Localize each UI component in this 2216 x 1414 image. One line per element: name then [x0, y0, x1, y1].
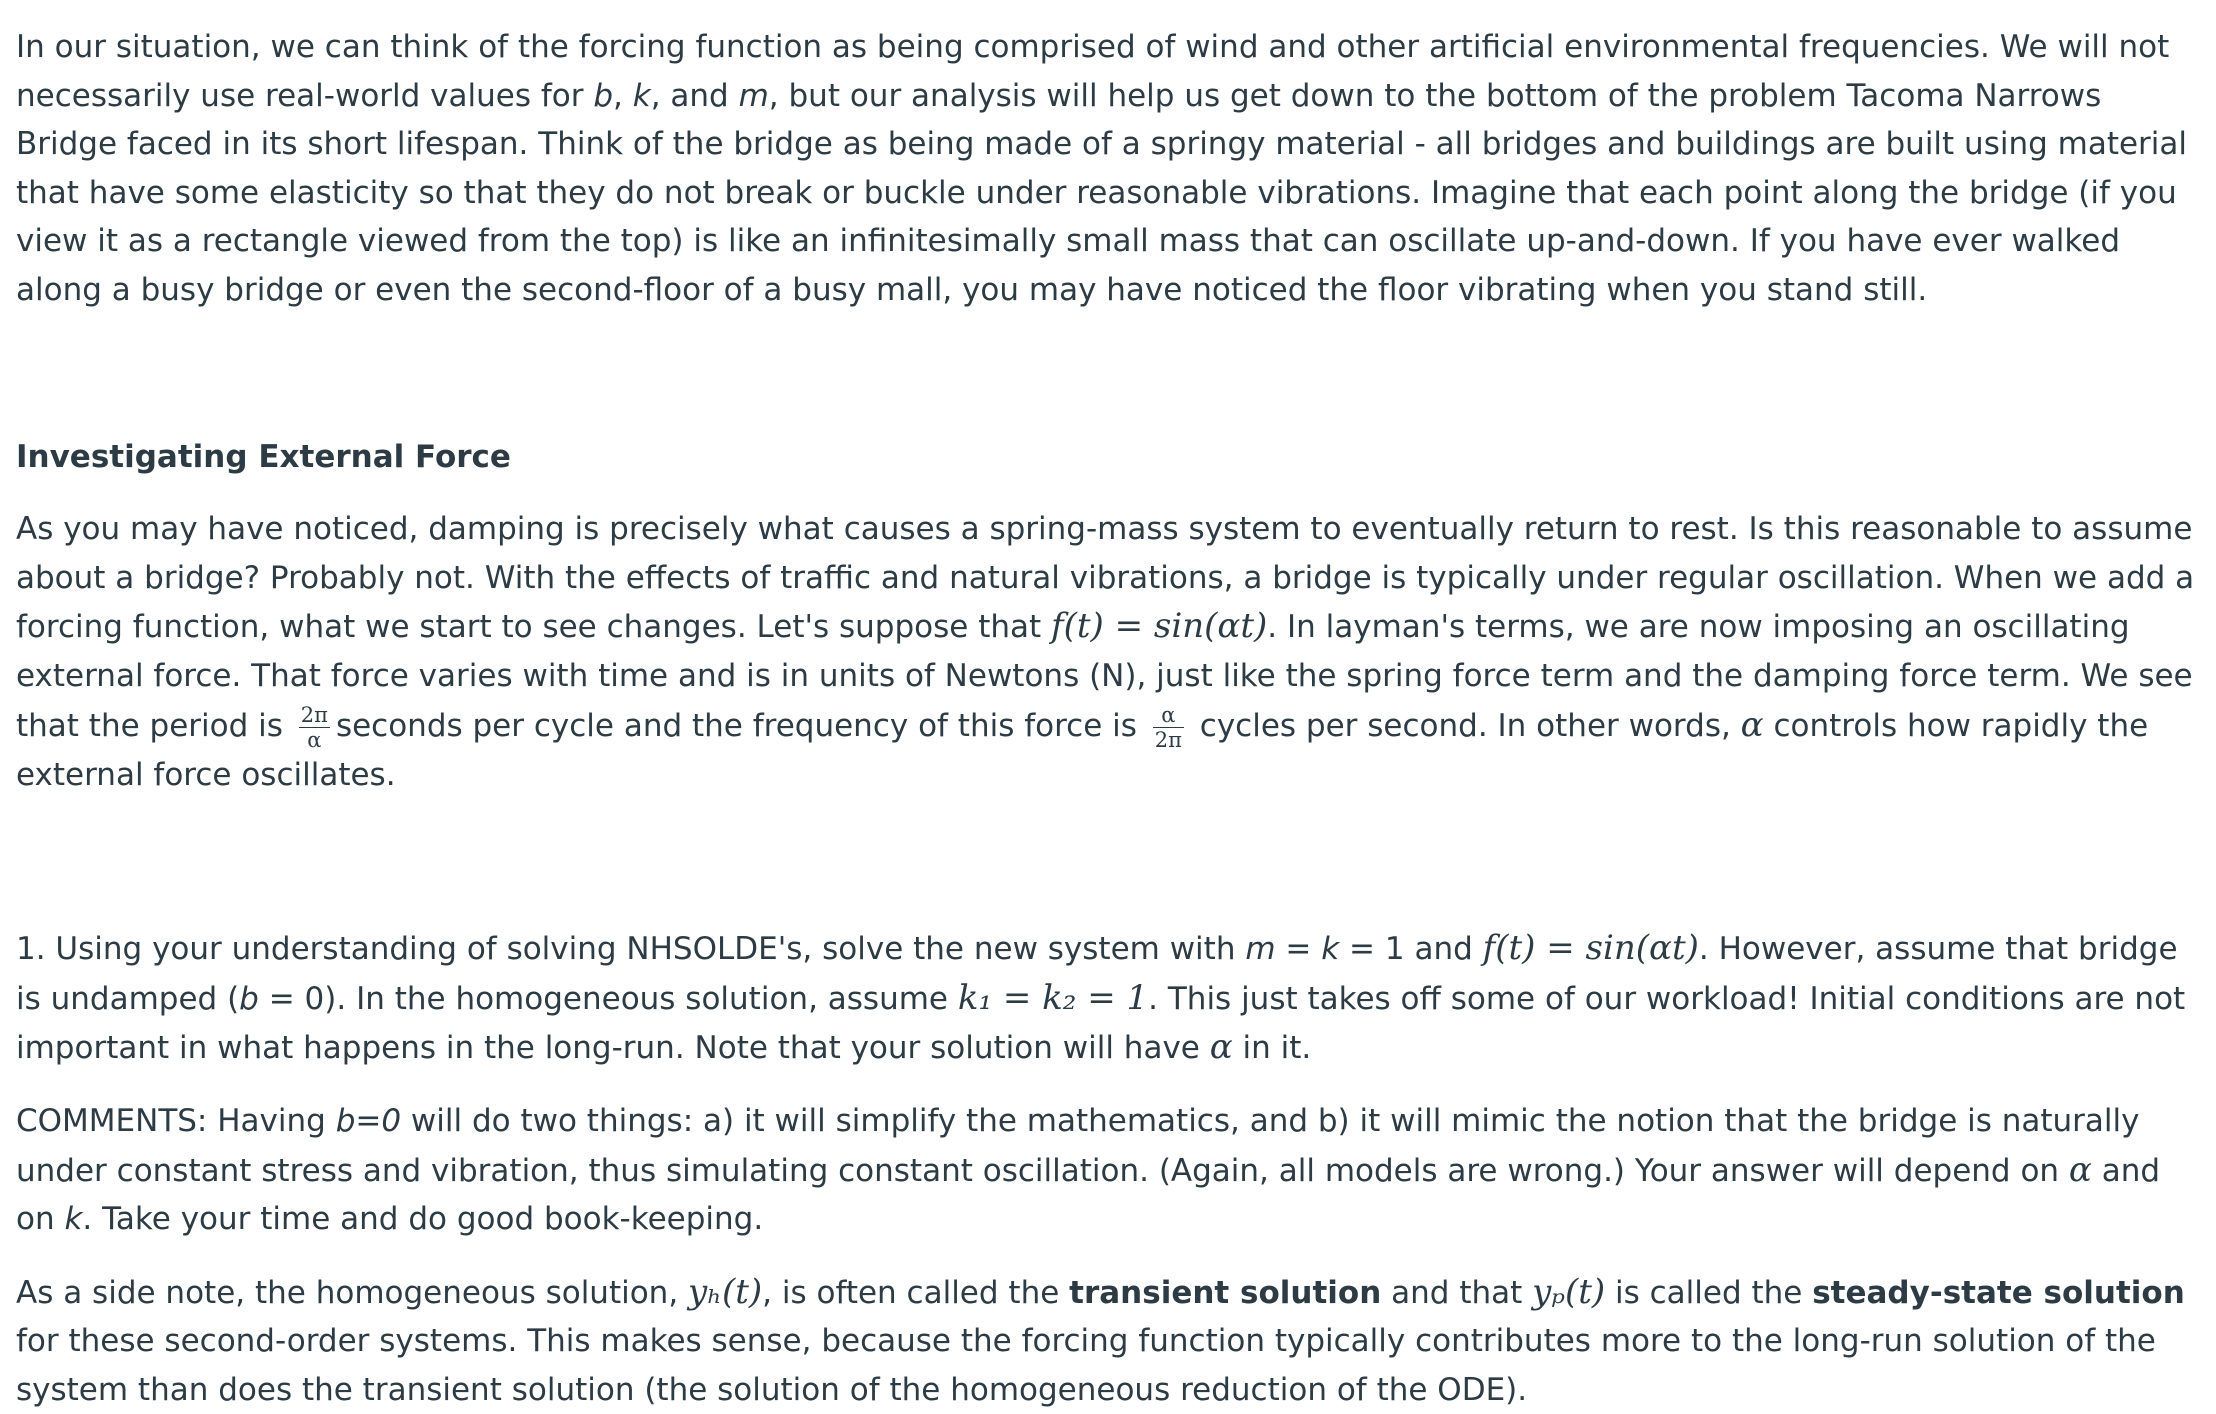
forcing-equation: f(t) = sin(αt)	[1482, 928, 1699, 969]
text-run: . Take your time and do good book-keeping.	[82, 1201, 764, 1238]
alpha-symbol: α	[1209, 1027, 1233, 1068]
particular-solution-symbol: yₚ(t)	[1532, 1271, 1606, 1312]
text-run: . This just takes off some of our workload! Initial conditions are not important in what happens in the long-run. Note that your solution will have	[16, 980, 2186, 1067]
frequency-fraction	[1153, 704, 1184, 751]
external-force-paragraph	[16, 505, 2206, 799]
text-run: for these second-order systems. This makes sense, because the forcing function typically contributes more to the long-run solution of the system than does the transient solution (the solution of the homogeneous reduction of the ODE).	[16, 1323, 2156, 1408]
text-run: , and	[650, 77, 739, 114]
text-run: As a side note, the homogeneous solution,	[16, 1274, 689, 1311]
text-run: and on	[16, 1152, 2161, 1238]
text-run: cycles per second. In other words,	[1189, 707, 1741, 744]
text-run: will do two things: a) it will simplify the mathematics, and b) it will mimic the notion that the bridge is naturally under constant stress and vibration, thus simulating constant oscillation. (Again, all models are wrong.) Your answer will depend on	[16, 1102, 2140, 1189]
var-k: k	[64, 1201, 83, 1238]
var-b: b	[239, 980, 259, 1017]
var-k: k	[632, 77, 651, 114]
text-run: , but our analysis will help us get down to the bottom of the problem Tacoma Narrows Bridge faced in its short lifespan. Think of the bridge as being made of a springy material - all bridges and buildings are built using material that have some elasticity so that they do not break or buckle under reasonable vibrations. Imagine that each point along the bridge (if you view it as a rectangle viewed from the top) is like an infinitesimally small mass that can oscillate up-and-down. If you have ever walked along a busy bridge or even the second-floor of a busy mall, you may have noticed the floor vibrating when you stand still.	[16, 77, 2188, 308]
text-run: As you may have noticed, damping is precisely what causes a spring-mass system to eventually return to rest. Is this reasonable to assume about a bridge? Probably not. With the effects of traffic and natural vibrations, a bridge is typically under regular oscillation. When we add a forcing function, what we start to see changes. Let's suppose that	[16, 511, 2195, 646]
text-run: = 1 and	[1339, 931, 1483, 968]
var-b-zero: b=0	[335, 1102, 402, 1139]
constants-equation: k₁ = k₂ = 1	[957, 977, 1149, 1018]
fraction-denominator: 2π	[1154, 727, 1182, 752]
fraction-numerator: 2π	[300, 702, 328, 727]
section-heading: Investigating External Force	[16, 438, 511, 475]
fraction-numerator: α	[1153, 704, 1184, 728]
text-run: , is often called the	[762, 1274, 1070, 1311]
text-run: . However, assume that bridge is undamped (	[16, 931, 2178, 1017]
homogeneous-solution-symbol: yₕ(t)	[688, 1271, 763, 1312]
text-run: 1. Using your understanding of solving NHSOLDE's, solve the new system with	[16, 931, 1246, 968]
text-run: COMMENTS: Having	[16, 1102, 336, 1139]
text-run: and that	[1381, 1274, 1533, 1311]
text-run: . In layman's terms, we are now imposing an oscillating external force. That force varies with time and is in units of Newtons (N), just like the spring force term and the damping force term. We see that the period is	[16, 609, 2193, 744]
document-body	[16, 0, 2206, 1414]
text-run: ,	[613, 77, 633, 114]
side-note-paragraph	[16, 1268, 2206, 1414]
forcing-equation: f(t) = sin(αt)	[1051, 606, 1268, 647]
var-b: b	[593, 77, 614, 114]
var-m: m	[738, 77, 769, 114]
transient-solution-term: transient solution	[1069, 1274, 1382, 1311]
text-run: is called the	[1605, 1274, 1813, 1311]
var-m-k: m = k	[1245, 931, 1340, 968]
alpha-symbol: α	[2068, 1149, 2092, 1190]
text-run: = 0). In the homogeneous solution, assume	[258, 980, 958, 1017]
text-run: in it.	[1232, 1030, 1312, 1067]
alpha-symbol: α	[1740, 704, 1764, 745]
text-run: controls how rapidly the external force oscillates.	[16, 707, 2149, 793]
text-run: In our situation, we can think of the forcing function as being comprised of wind and other artificial environmental frequencies. We will not necessarily use real-world values for	[16, 29, 2170, 114]
text-run: seconds per cycle and the frequency of this force is	[335, 707, 1147, 744]
question-1-paragraph	[16, 924, 2206, 1073]
steady-state-solution-term: steady-state solution	[1812, 1274, 2185, 1311]
period-fraction	[299, 704, 330, 751]
fraction-denominator: α	[307, 727, 322, 752]
intro-paragraph	[16, 0, 2206, 315]
comments-paragraph	[16, 1097, 2206, 1244]
